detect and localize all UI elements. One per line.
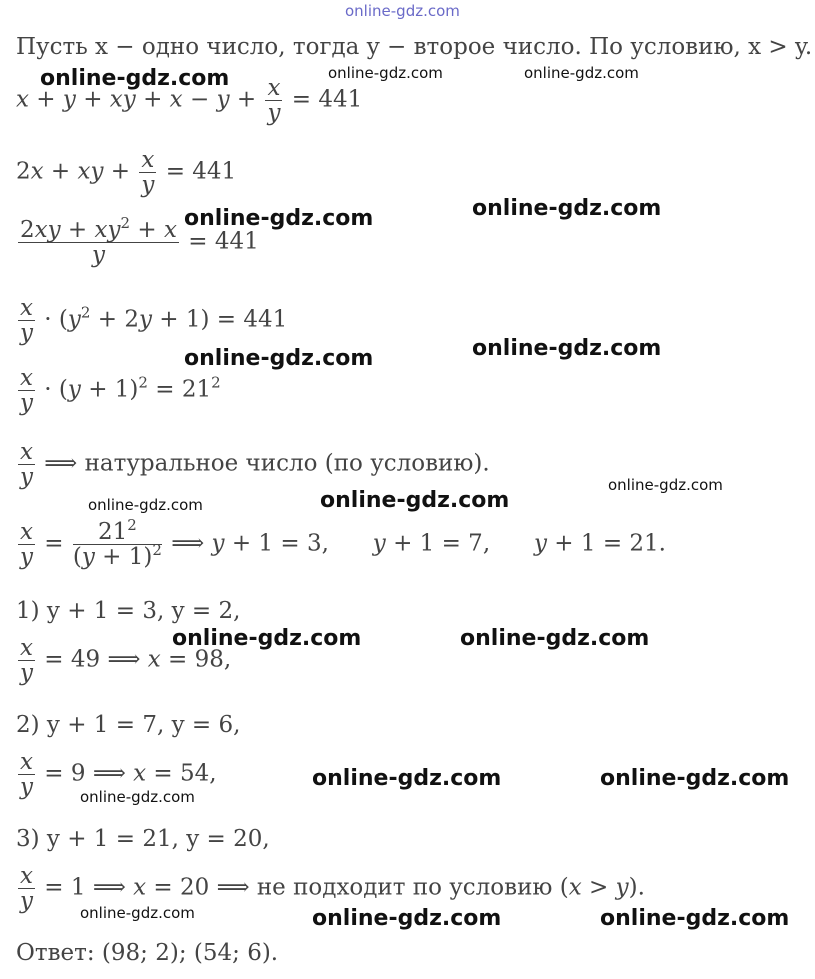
case-3-result: $\frac{x}{y}$ = 1 ⟹ x = 20 ⟹ не подходит по условию (x > y).: [19, 863, 645, 914]
case-3-text: 3) y + 1 = 21, y = 20,: [16, 826, 270, 852]
equation-7: $\frac{x}{y}$ = $\frac{21^2}{(y + 1)^2}$ ⟹ y + 1 = 3, y + 1 = 7, y + 1 = 21.: [19, 516, 666, 570]
equation-6: $\frac{x}{y}$ ⟹ натуральное число (по условию).: [19, 439, 490, 490]
watermark: online-gdz.com: [472, 336, 662, 361]
intro-text: Пусть x − одно число, тогда y − второе число. По условию, x > y.: [16, 34, 813, 60]
case-2-line: [16, 712, 240, 738]
watermark: online-gdz.com: [600, 766, 790, 791]
natural-text: натуральное число (по условию).: [84, 450, 490, 477]
watermark: online-gdz.com: [40, 66, 230, 91]
watermark: online-gdz.com: [312, 766, 502, 791]
watermark: online-gdz.com: [524, 64, 639, 82]
watermark: online-gdz.com: [80, 904, 195, 922]
watermark-top: online-gdz.com: [345, 2, 460, 20]
case-1-line: [16, 598, 240, 624]
equation-4: $\frac{x}{y}$ · $(y^2 + 2y + 1) = 441$: [19, 295, 288, 346]
equation-2: 2x + xy + $\frac{x}{y}$ = 441: [16, 147, 237, 198]
watermark: online-gdz.com: [88, 496, 203, 514]
watermark: online-gdz.com: [328, 64, 443, 82]
watermark: online-gdz.com: [184, 206, 374, 231]
watermark: online-gdz.com: [172, 626, 362, 651]
case-2-text: 2) y + 1 = 7, y = 6,: [16, 712, 241, 738]
watermark: online-gdz.com: [80, 788, 195, 806]
case-3-line: [16, 826, 270, 852]
intro-line: [16, 34, 812, 60]
case-1-text: 1) y + 1 = 3, y = 2,: [16, 598, 241, 624]
watermark: online-gdz.com: [460, 626, 650, 651]
watermark: online-gdz.com: [184, 346, 374, 371]
case-2-result: $\frac{x}{y}$ = 9 ⟹ x = 54,: [19, 749, 217, 800]
answer-text: Ответ: (98; 2); (54; 6).: [16, 940, 279, 966]
equation-5: $\frac{x}{y}$ · $(y + 1)^2 = 21^2$: [19, 365, 221, 416]
watermark: online-gdz.com: [608, 476, 723, 494]
watermark: online-gdz.com: [320, 488, 510, 513]
equation-1: x + y + xy + x − y + $\frac{x}{y}$ = 441: [16, 75, 363, 126]
equation-3: $\frac{2xy + xy^2 + x}{y}$ = 441: [20, 214, 259, 268]
watermark: online-gdz.com: [600, 906, 790, 931]
answer-line: [16, 940, 278, 966]
case-1-result: $\frac{x}{y}$ = 49 ⟹ x = 98,: [19, 635, 232, 686]
watermark: online-gdz.com: [312, 906, 502, 931]
watermark: online-gdz.com: [472, 196, 662, 221]
